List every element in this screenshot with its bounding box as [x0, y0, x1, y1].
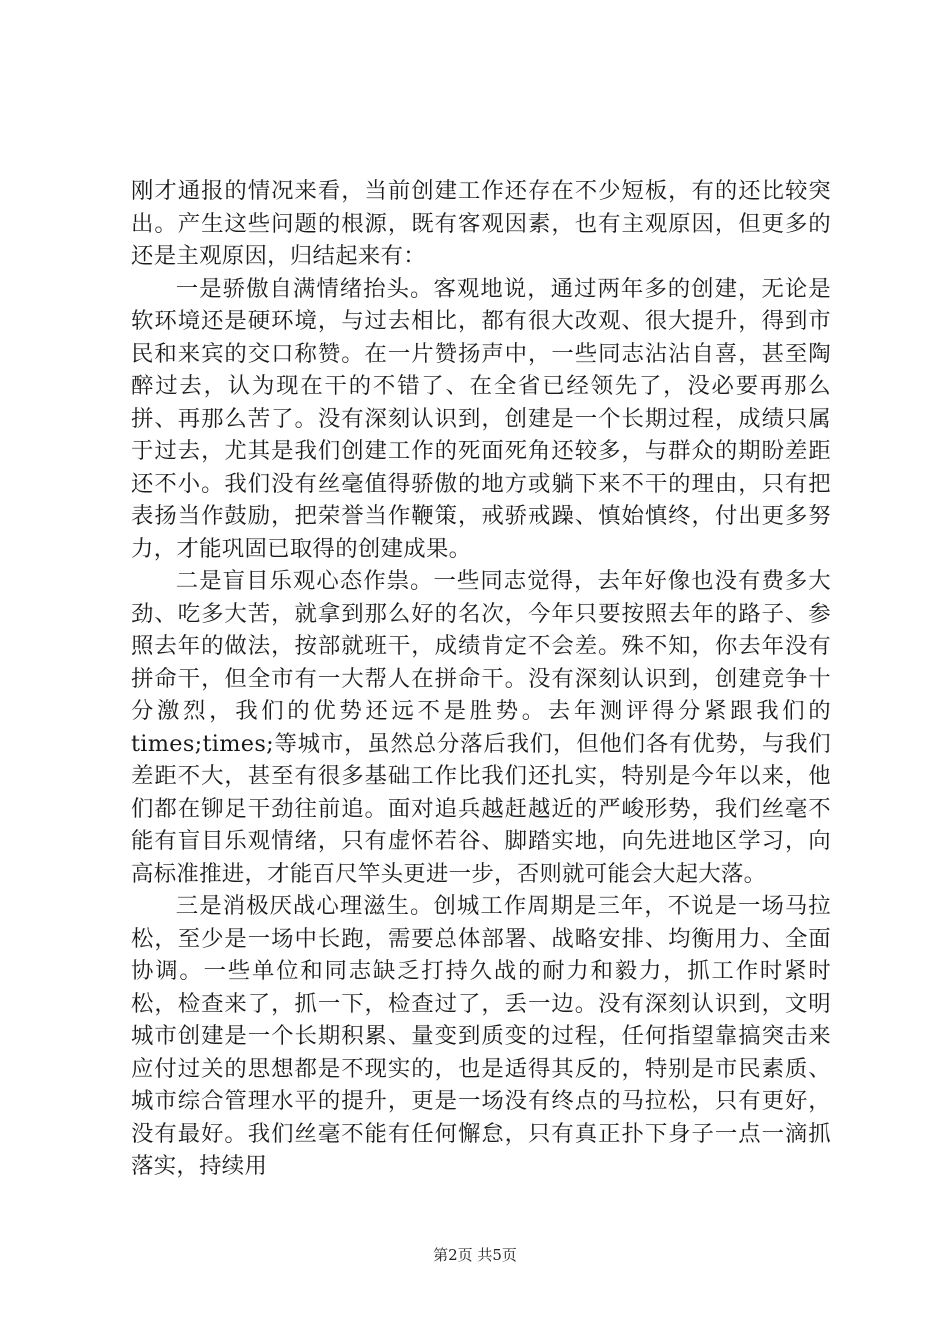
- page-number-footer: 第2页 共5页: [433, 1246, 517, 1264]
- paragraph-point-one: 一是骄傲自满情绪抬头。客观地说，通过两年多的创建，无论是软环境还是硬环境，与过去相比，都有很大改观、很大提升，得到市民和来宾的交口称赞。在一片赞扬声中，一些同志沾沾自喜，甚至陶醉过去，认为现在干的不错了、在全省已经领先了，没必要再那么拼、再那么苦了。没有深刻认识到，创建是一个长期过程，成绩只属于过去，尤其是我们创建工作的死面死角还较多，与群众的期盼差距还不小。我们没有丝毫值得骄傲的地方或躺下来不干的理由，只有把表扬当作鼓励，把荣誉当作鞭策，戒骄戒躁、慎始慎终，付出更多努力，才能巩固已取得的创建成果。: [131, 275, 831, 562]
- paragraph-point-two: 二是盲目乐观心态作祟。一些同志觉得，去年好像也没有费多大劲、吃多大苦，就拿到那么好的名次，今年只要按照去年的路子、参照去年的做法，按部就班干，成绩肯定不会差。殊不知，你去年没有拼命干，但全市有一大帮人在拼命干。没有深刻认识到，创建竞争十分激烈，我们的优势还远不是胜势。去年测评得分紧跟我们的times;times;等城市，虽然总分落后我们，但他们各有优势，与我们差距不大，甚至有很多基础工作比我们还扎实，特别是今年以来，他们都在铆足干劲往前追。面对追兵越赶越近的严峻形势，我们丝毫不能有盲目乐观情绪，只有虚怀若谷、脚踏实地，向先进地区学习，向高标准推进，才能百尺竿头更进一步，否则就可能会大起大落。: [131, 568, 831, 887]
- document-body: [131, 175, 831, 1183]
- paragraph-point-three: 三是消极厌战心理滋生。创城工作周期是三年，不说是一场马拉松，至少是一场中长跑，需要总体部署、战略安排、均衡用力、全面协调。一些单位和同志缺乏打持久战的耐力和毅力，抓工作时紧时松，检查来了，抓一下，检查过了，丢一边。没有深刻认识到，文明城市创建是一个长期积累、量变到质变的过程，任何指望靠搞突击来应付过关的思想都是不现实的，也是适得其反的，特别是市民素质、城市综合管理水平的提升，更是一场没有终点的马拉松，只有更好，没有最好。我们丝毫不能有任何懈怠，只有真正扑下身子一点一滴抓落实，持续用: [131, 893, 831, 1179]
- paragraph-intro: 刚才通报的情况来看，当前创建工作还存在不少短板，有的还比较突出。产生这些问题的根源，既有客观因素，也有主观原因，但更多的还是主观原因，归结起来有：: [131, 178, 831, 269]
